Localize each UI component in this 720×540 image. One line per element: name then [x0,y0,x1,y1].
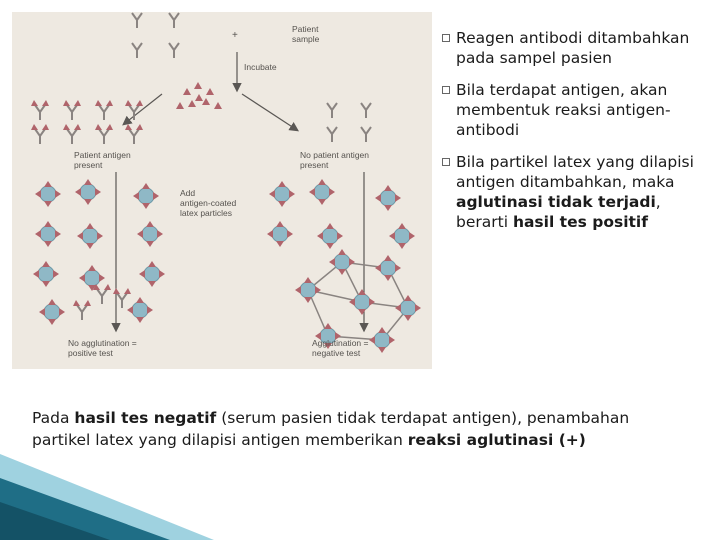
no-agglutination-line-cont: positive test [68,348,113,358]
particle-group-right [267,179,415,249]
bullet-text-3-bold1: aglutinasi tidak terjadi [456,193,656,211]
patient-sample-label [292,24,321,44]
add-particles-line-cont: antigen-coated [180,198,237,208]
patient-antigen-present-line: Patient antigen [74,150,131,160]
incubate-label: Incubate [244,62,277,72]
complex-group-left-lower [73,284,131,320]
antigen-cluster-top [176,82,222,109]
bullet-item-reagent [448,28,710,68]
particle-group-left [33,179,165,325]
plus-label: + [232,30,238,41]
bullet-text-2: Bila terdapat antigen, akan membentuk reaksi antigen-antibodi [456,81,671,139]
add-particles-label [180,188,237,218]
bottom-text-pre: Pada [32,409,75,427]
bottom-text-mid: (serum pasien tidak terdapat antigen), penambahan partikel latex yang dilapisi antigen memberikan [32,409,630,449]
patient-sample-line-cont: sample [292,34,320,44]
agglutination-diagram [12,12,432,369]
bullet-text-1: Reagen antibodi ditambahkan pada sampel pasien [456,29,690,67]
no-patient-antigen-present-line: No patient antigen [300,150,369,160]
bullet-text-3-mid: , berarti [456,193,661,231]
no-agglutination-line: No agglutination = [68,338,137,348]
no-patient-antigen-present-label [300,150,371,170]
bullet-text-3-bold2: hasil tes positif [512,213,648,231]
bottom-text-bold1: hasil tes negatif [74,409,217,427]
bullet-item-latex [448,152,710,232]
bullet-item-antigen [448,80,710,140]
bottom-text-bold2: reaksi aglutinasi (+) [407,431,586,449]
patient-antigen-present-line-cont: present [74,160,103,170]
no-agglutination-label [68,338,139,358]
bullet-list [448,28,710,244]
no-patient-antigen-present-line-cont: present [300,160,329,170]
add-particles-line-cont: latex particles [180,208,232,218]
agglutination-line-cont: negative test [312,348,361,358]
patient-sample-line: Patient [292,24,319,34]
branch-arrow-left [124,94,162,124]
antibody-group-right [327,103,371,142]
corner-decoration [0,440,220,540]
antibody-group-top [132,13,179,58]
agglutination-line: Agglutination = [312,338,369,348]
patient-antigen-present-label [74,150,133,170]
agglutination-label [312,338,371,358]
add-particles-line: Add [180,188,196,198]
bullet-text-3-pre: Bila partikel latex yang dilapisi antigen ditambahkan, maka [456,153,694,191]
branch-arrow-right [242,94,297,130]
